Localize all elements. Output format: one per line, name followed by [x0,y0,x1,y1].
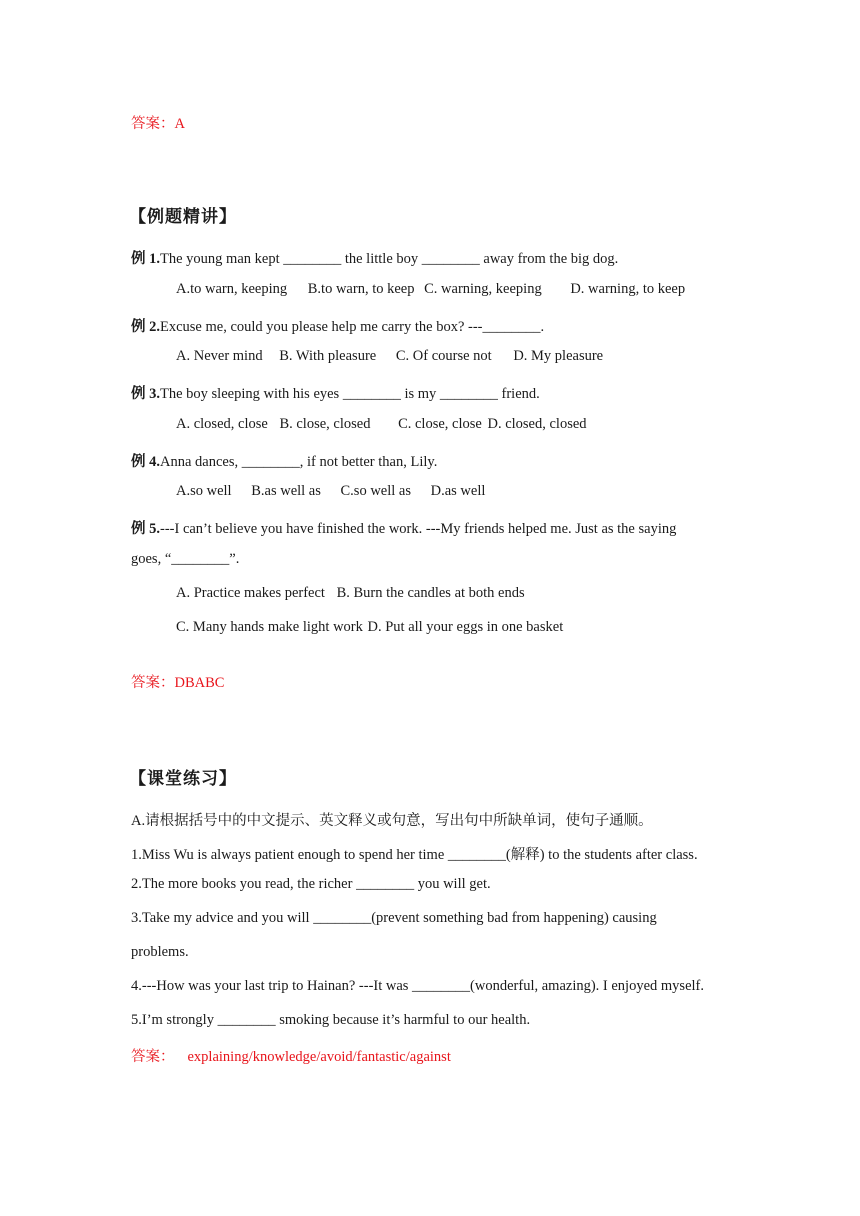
option: A.to warn, keeping [176,281,288,297]
section-title-examples: 【例题精讲】 [129,207,237,227]
practice-item-continuation: problems. [131,944,189,960]
example-5-continuation: goes, “________”. [131,551,240,567]
option: A. closed, close [176,416,268,432]
option: D. Put all your eggs in one basket [367,619,564,635]
example-3 [131,382,540,403]
example-number: 4. [149,454,160,470]
option: D. closed, closed [487,416,587,432]
answer-label: 答案： [131,1049,175,1065]
option: A. Never mind [176,348,263,364]
option: B. close, closed [279,416,371,432]
example-5-options-row1 [176,585,525,602]
example-3-options [176,416,587,433]
example-prefix: 例 [131,454,146,470]
example-prefix: 例 [131,319,146,335]
option: C.so well as [340,483,411,499]
example-question: Excuse me, could you please help me carry the box? ---________. [160,319,545,335]
example-5-options-row2 [176,619,563,636]
example-question: The young man kept ________ the little boy ________ away from the big dog. [160,251,619,267]
option: A.so well [176,483,232,499]
option: B.to warn, to keep [307,281,415,297]
practice-item: 3.Take my advice and you will ________(prevent something bad from happening) causing [131,910,657,926]
option: B. Burn the candles at both ends [336,585,525,601]
option: C. warning, keeping [424,281,542,297]
option: C. Many hands make light work [176,619,363,635]
example-prefix: 例 [131,251,146,267]
option: B. With pleasure [279,348,377,364]
example-number: 5. [149,521,160,537]
example-1 [131,247,618,268]
example-number: 3. [149,386,160,402]
answer-line: 答案：A [131,116,185,132]
example-question: The boy sleeping with his eyes ________ is my ________ friend. [160,386,540,402]
practice-item: 4.---How was your last trip to Hainan? ---It was ________(wonderful, amazing). I enjoyed myself. [131,978,704,994]
example-4-options [176,483,485,500]
practice-item: 2.The more books you read, the richer ________ you will get. [131,876,491,892]
option: A. Practice makes perfect [176,585,325,601]
example-prefix: 例 [131,386,146,402]
example-question: Anna dances, ________, if not better than, Lily. [160,454,438,470]
practice-item: 5.I’m strongly ________ smoking because it’s harmful to our health. [131,1012,531,1028]
answer-value: explaining/knowledge/avoid/fantastic/against [187,1049,451,1065]
example-4 [131,450,437,471]
example-5 [131,517,676,538]
practice-instruction: A.请根据括号中的中文提示、英文释义或句意，写出句中所缺单词，使句子通顺。 [131,813,653,829]
practice-answer [131,1045,451,1066]
option: C. Of course not [395,348,492,364]
example-1-options [176,281,685,298]
option: D. My pleasure [513,348,604,364]
option: D. warning, to keep [570,281,686,297]
option: D.as well [430,483,486,499]
option: B.as well as [251,483,321,499]
example-number: 1. [149,251,160,267]
option: C. close, close [398,416,482,432]
section-title-practice: 【课堂练习】 [129,769,237,789]
example-2-options [176,348,603,365]
example-2 [131,315,544,336]
example-question: ---I can’t believe you have finished the work. ---My friends helped me. Just as the saying [160,521,677,537]
answer-line: 答案：DBABC [131,675,225,691]
practice-item: 1.Miss Wu is always patient enough to spend her time ________(解释) to the students after class. [131,847,698,863]
example-number: 2. [149,319,160,335]
example-prefix: 例 [131,521,146,537]
